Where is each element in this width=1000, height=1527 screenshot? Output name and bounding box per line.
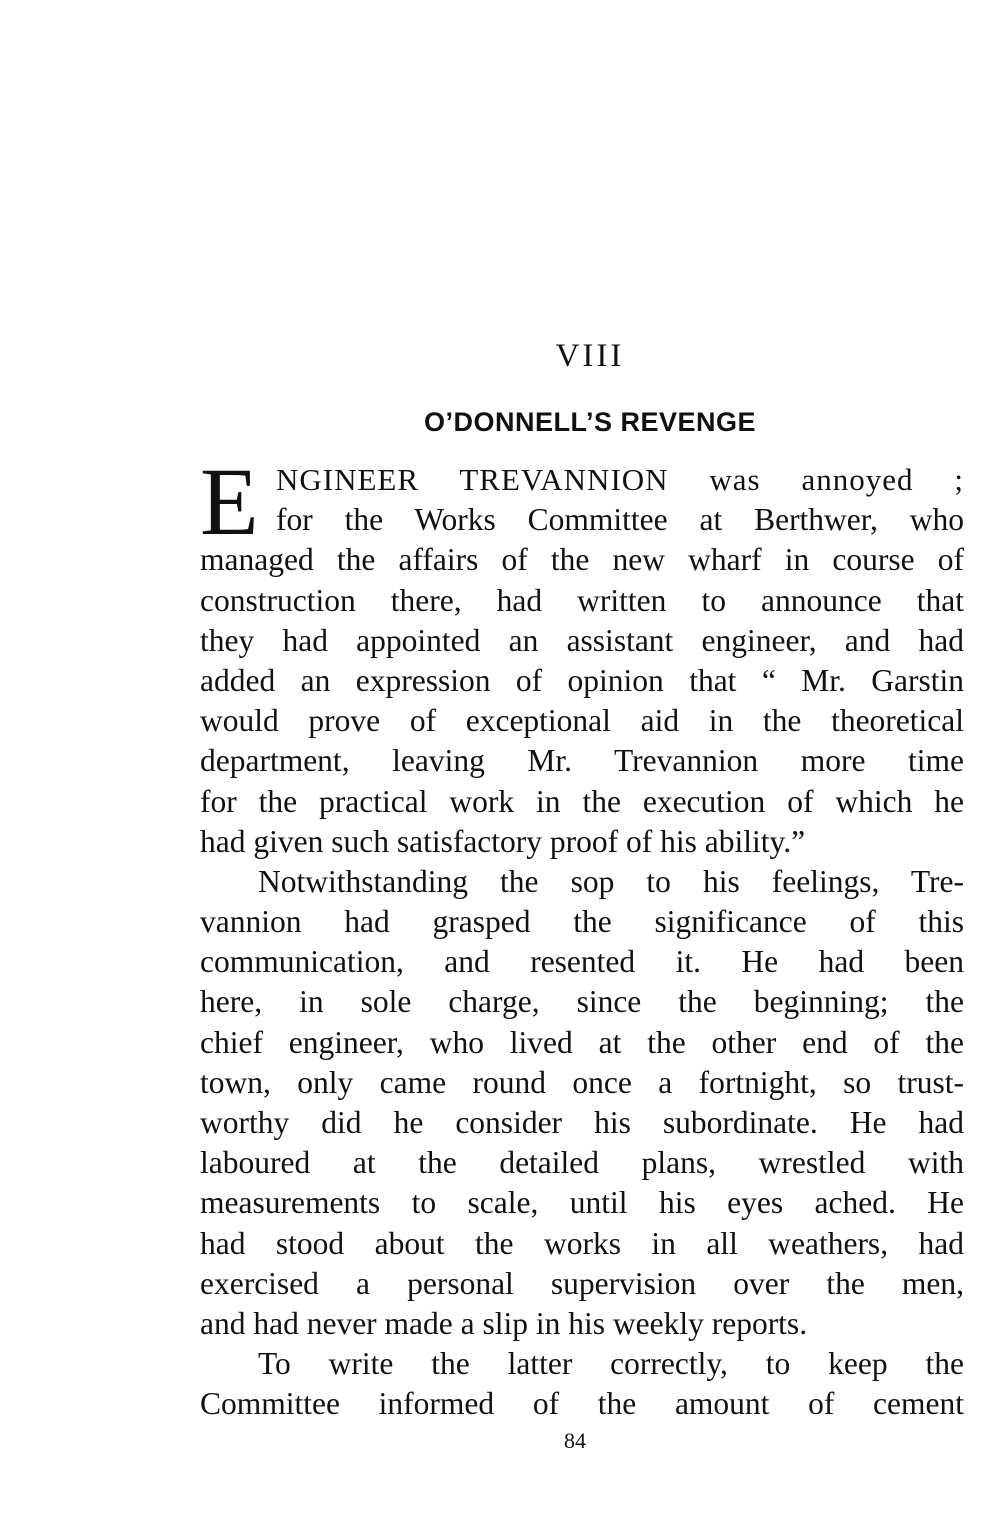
- text-line: had given such satisfactory proof of his ability.”: [200, 823, 806, 859]
- drop-cap: E: [200, 448, 259, 555]
- text-line: vannion had grasped the significance of this: [200, 904, 964, 940]
- text-line: here, in sole charge, since the beginning; the: [200, 984, 964, 1020]
- text-line: measurements to scale, until his eyes ached. He: [200, 1185, 964, 1221]
- text-line: for the Works Committee at Berthwer, who: [276, 502, 964, 538]
- paragraph-2: [200, 862, 964, 1344]
- text-line: added an expression of opinion that “ Mr. Garstin: [200, 662, 964, 698]
- text-line: would prove of exceptional aid in the theoretical: [200, 703, 964, 739]
- text-line: and had never made a slip in his weekly reports.: [200, 1305, 808, 1341]
- text-line: they had appointed an assistant engineer, and had: [200, 622, 964, 658]
- text-line: Committee informed of the amount of cement: [200, 1386, 964, 1422]
- chapter-title: O’DONNELL’S REVENGE: [423, 407, 757, 437]
- page-number: 84: [564, 1428, 586, 1453]
- chapter-number: VIII: [555, 338, 625, 374]
- body-text: [200, 448, 964, 1425]
- text-line: NGINEER TREVANNION was annoyed ;: [276, 462, 964, 497]
- text-line: To write the latter correctly, to keep the: [258, 1346, 964, 1382]
- paragraph-3: [200, 1344, 964, 1424]
- text-line: worthy did he consider his subordinate. He had: [200, 1105, 964, 1140]
- text-line: town, only came round once a fortnight, so trust-: [200, 1064, 964, 1100]
- text-line: chief engineer, who lived at the other end of the: [200, 1024, 964, 1060]
- paragraph-1: [200, 448, 964, 862]
- text-line: construction there, had written to announce that: [200, 582, 964, 618]
- text-line: managed the affairs of the new wharf in course of: [200, 542, 964, 578]
- text-line: for the practical work in the execution of which he: [200, 783, 964, 819]
- text-line: communication, and resented it. He had been: [200, 944, 964, 980]
- text-line: Notwithstanding the sop to his feelings, Tre-: [258, 863, 964, 899]
- text-line: exercised a personal supervision over the men,: [200, 1265, 964, 1301]
- text-line: department, leaving Mr. Trevannion more time: [200, 743, 964, 779]
- text-line: laboured at the detailed plans, wrestled with: [200, 1145, 964, 1181]
- text-line: had stood about the works in all weathers, had: [200, 1225, 964, 1261]
